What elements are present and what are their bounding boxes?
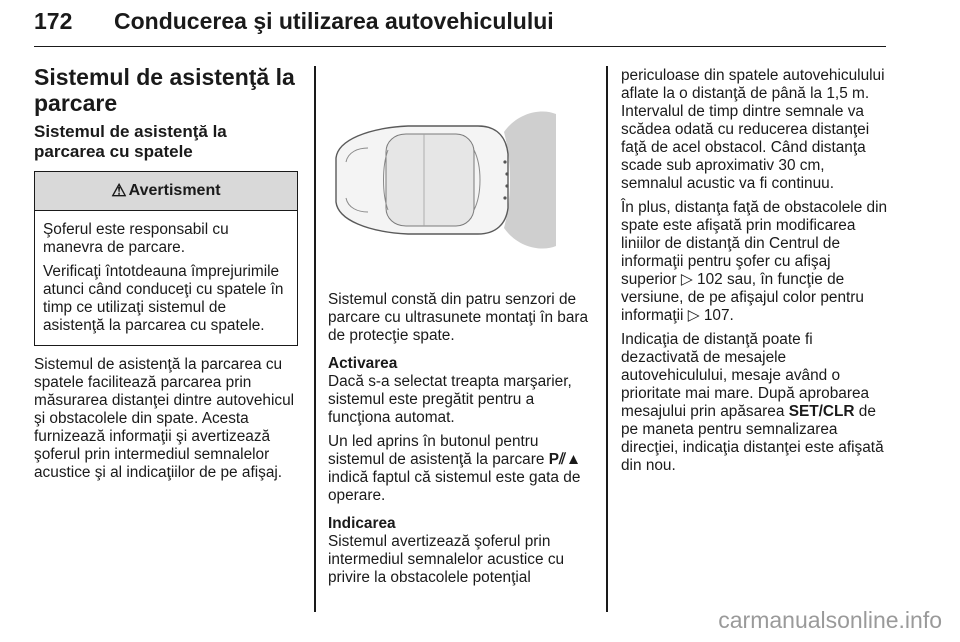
deactivation-a: Indicaţia de distanţă poate fi dezactivată de mesajele autovehiculului, mesaje având o prioritate mai mare. După aprobarea mesajului prin apăsarea — [621, 331, 870, 420]
page-number: 172 — [34, 8, 73, 34]
chapter-title: Conducerea şi utilizarea autovehiculului — [114, 8, 554, 34]
deactivation-b: de pe maneta pentru semnalizarea direcţiei, indicaţia distanţei este afişată din nou. — [621, 403, 884, 474]
page-header — [34, 4, 886, 47]
column-divider-1 — [314, 66, 316, 612]
sensor-description: Sistemul constă din patru senzori de parcare cu ultrasunete montaţi în bara de protecţie spate. — [328, 291, 589, 344]
activation-text-2b: indică faptul că sistemul este gata de operare. — [328, 469, 581, 504]
distance-warning-text: periculoase din spatele autovehiculului aflate la o distanţă de până la 1,5 m. Intervalul de timp dintre semnale va scădea odată cu reducerea distanţei faţă de acel obstacol. Când distanţa scade sub aproximativ 30 cm, semnalul acustic va fi continuu. — [621, 67, 885, 192]
subsection-heading: Sistemul de asistenţă la parcarea cu spatele — [34, 122, 227, 161]
deactivation-text — [621, 331, 889, 475]
set-clr-button-label: SET/CLR — [788, 403, 855, 420]
page-ref-1[interactable]: 102 — [697, 271, 723, 288]
column-3 — [621, 67, 889, 481]
activation-heading: Activarea — [328, 355, 398, 372]
activation-text-2a: Un led aprins în butonul pentru sistemul de asistenţă la parcare — [328, 433, 549, 468]
page-reference-arrow-icon: ▷ — [687, 307, 700, 324]
display-info-text — [621, 199, 889, 325]
page-reference-arrow-icon: ▷ — [680, 271, 693, 288]
warning-body — [35, 211, 297, 345]
watermark: carmanualsonline.info — [718, 607, 942, 633]
activation-text-2 — [328, 433, 594, 505]
car-top-view — [336, 126, 509, 234]
column-divider-2 — [606, 66, 608, 612]
display-info-b: sau, în funcţie de versiune, de pe afişajul color pentru informaţii — [621, 271, 864, 324]
display-info-c: . — [729, 307, 734, 324]
warning-text-2: Verificaţi întotdeauna împrejurimile atunci când conduceţi cu spatele în timp ce utilizaţi sistemul de asistenţă la parcarea cu spatele. — [43, 263, 284, 334]
activation-text-1: Dacă s-a selectat treapta marşarier, sistemul este pregătit pentru a funcţiona automat. — [328, 373, 572, 426]
intro-paragraph: Sistemul de asistenţă la parcarea cu spatele facilitează parcarea prin măsurarea distanţei dintre autovehicul şi obstacolele din spate. Acesta furnizează informaţii şi avertizează şoferul prin intermediul semnalelor acustice şi al indicaţiilor de pe afişaj. — [34, 356, 295, 481]
warning-title: Avertisment — [128, 182, 221, 199]
column-1 — [34, 64, 298, 488]
column-2 — [328, 291, 594, 593]
parking-assist-icon: P⫽▲ — [548, 451, 582, 468]
page-ref-2[interactable]: 107 — [703, 307, 730, 324]
warning-header — [35, 172, 297, 211]
warning-triangle-icon: ⚠ — [111, 181, 127, 200]
indication-heading: Indicarea — [328, 515, 396, 532]
parking-sensor-illustration — [328, 70, 590, 282]
sensor-detection-zone — [504, 111, 556, 248]
warning-box — [34, 171, 298, 346]
warning-text-1: Şoferul este responsabil cu manevra de parcare. — [43, 221, 229, 256]
section-heading: Sistemul de asistenţă la parcare — [34, 64, 295, 116]
display-info-a: În plus, distanţa faţă de obstacolele din spate este afişată prin modificarea liniilor de distanţă din Centrul de informaţii pentru şofer cu afişaj superior — [621, 199, 888, 288]
indication-text-1: Sistemul avertizează şoferul prin intermediul semnalelor acustice cu privire la obstacolele potenţial — [328, 533, 565, 586]
